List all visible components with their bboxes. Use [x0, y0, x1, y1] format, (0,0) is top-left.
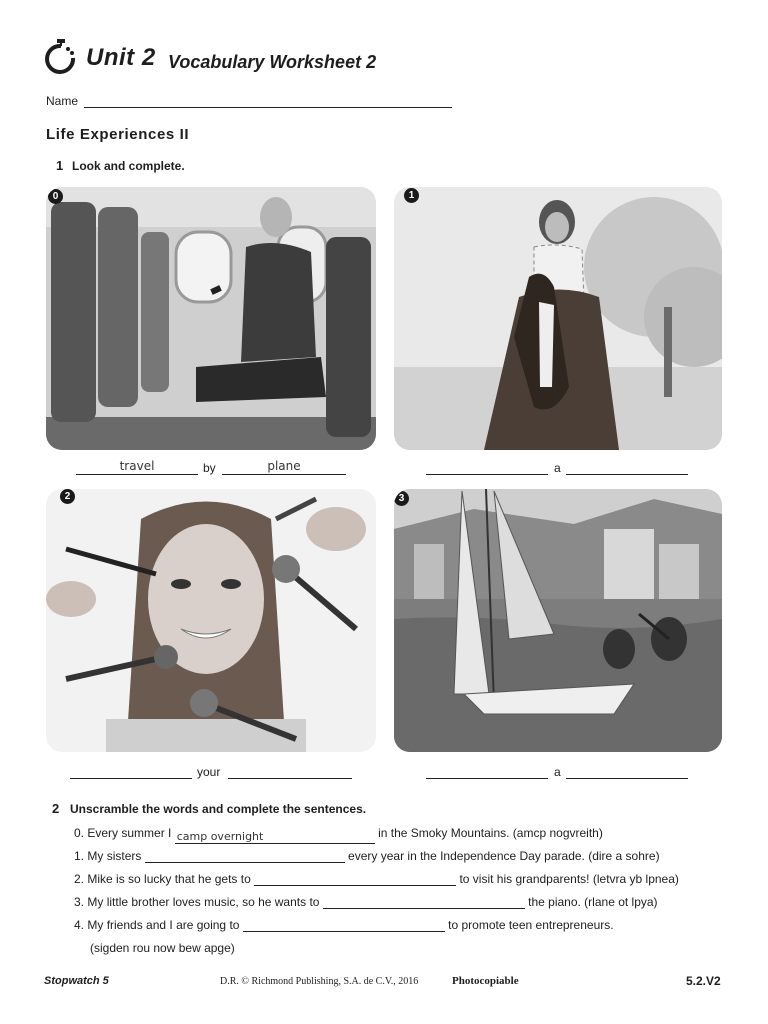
answer-1-left[interactable] — [426, 458, 548, 475]
answer-0-left[interactable]: travel — [76, 458, 198, 475]
answer-2-right[interactable] — [228, 762, 352, 779]
footer-photocopiable: Photocopiable — [452, 975, 519, 987]
exercise-1-instruction: Look and complete. — [72, 159, 185, 173]
exercise-2-number: 2 — [52, 801, 60, 816]
sentence-3 — [74, 895, 658, 909]
sentence-number: 1. — [74, 849, 85, 863]
sentence-before: Mike is so lucky that he gets to — [87, 872, 251, 886]
sentence-0 — [74, 826, 603, 844]
name-label: Name — [46, 94, 79, 108]
item-number-badge: 3 — [394, 491, 409, 506]
unit-title: Unit 2 — [86, 44, 156, 71]
answer-0-right[interactable]: plane — [222, 458, 346, 475]
name-field[interactable] — [84, 107, 452, 108]
sentence-number: 0. — [74, 826, 85, 840]
sentence-1 — [74, 849, 660, 863]
sentence-number: 3. — [74, 895, 85, 909]
sentence-number: 4. — [74, 918, 85, 932]
sentence-after: in the Smoky Mountains. (amcp nogvreith) — [378, 826, 603, 840]
item-number-badge: 1 — [404, 188, 419, 203]
answer-3-left[interactable] — [426, 762, 548, 779]
section-title: Life Experiences II — [46, 126, 190, 143]
sentence-after: every year in the Independence Day parade. (dire a sohre) — [348, 849, 660, 863]
sentence-after: to visit his grandparents! (letvra yb lpnea) — [459, 872, 679, 886]
exercise-2-instruction: Unscramble the words and complete the sentences. — [70, 802, 367, 816]
sentence-before: Every summer I — [87, 826, 172, 840]
exercise-1-number: 1 — [56, 158, 64, 173]
sentence-4-continuation: (sigden rou now bew apge) — [90, 941, 235, 955]
sentence-answer-2[interactable] — [254, 872, 456, 886]
connector-1: a — [554, 461, 561, 475]
connector-0: by — [203, 461, 216, 475]
photo-sailing — [394, 489, 722, 752]
footer-page-code: 5.2.V2 — [686, 974, 721, 988]
answer-1-right[interactable] — [566, 458, 688, 475]
sentence-before: My little brother loves music, so he wants to — [87, 895, 320, 909]
connector-3: a — [554, 765, 561, 779]
sentence-answer-0[interactable]: camp overnight — [175, 830, 375, 844]
sentence-answer-1[interactable] — [145, 849, 345, 863]
answer-3-right[interactable] — [566, 762, 688, 779]
sentence-before: My friends and I are going to — [87, 918, 240, 932]
footer-brand-logo: Stopwatch 5 — [44, 975, 109, 987]
photo-airplane — [46, 187, 376, 450]
sentence-number: 2. — [74, 872, 85, 886]
sentence-after: the piano. (rlane ot lpya) — [528, 895, 658, 909]
stopwatch-logo-icon — [44, 38, 78, 78]
sentence-answer-3[interactable] — [323, 895, 525, 909]
photo-horse-riding — [394, 187, 722, 450]
item-number-badge: 0 — [48, 189, 63, 204]
footer-copyright: D.R. © Richmond Publishing, S.A. de C.V., 2016 — [220, 976, 419, 987]
photo-makeup — [46, 489, 376, 752]
sentence-4 — [74, 918, 614, 932]
item-number-badge: 2 — [60, 489, 75, 504]
answer-2-left[interactable] — [70, 762, 192, 779]
sentence-after: to promote teen entrepreneurs. — [448, 918, 614, 932]
connector-2: your — [197, 765, 221, 779]
sentence-before: My sisters — [87, 849, 142, 863]
worksheet-title: Vocabulary Worksheet 2 — [168, 52, 377, 72]
sentence-answer-4[interactable] — [243, 918, 445, 932]
sentence-2 — [74, 872, 679, 886]
